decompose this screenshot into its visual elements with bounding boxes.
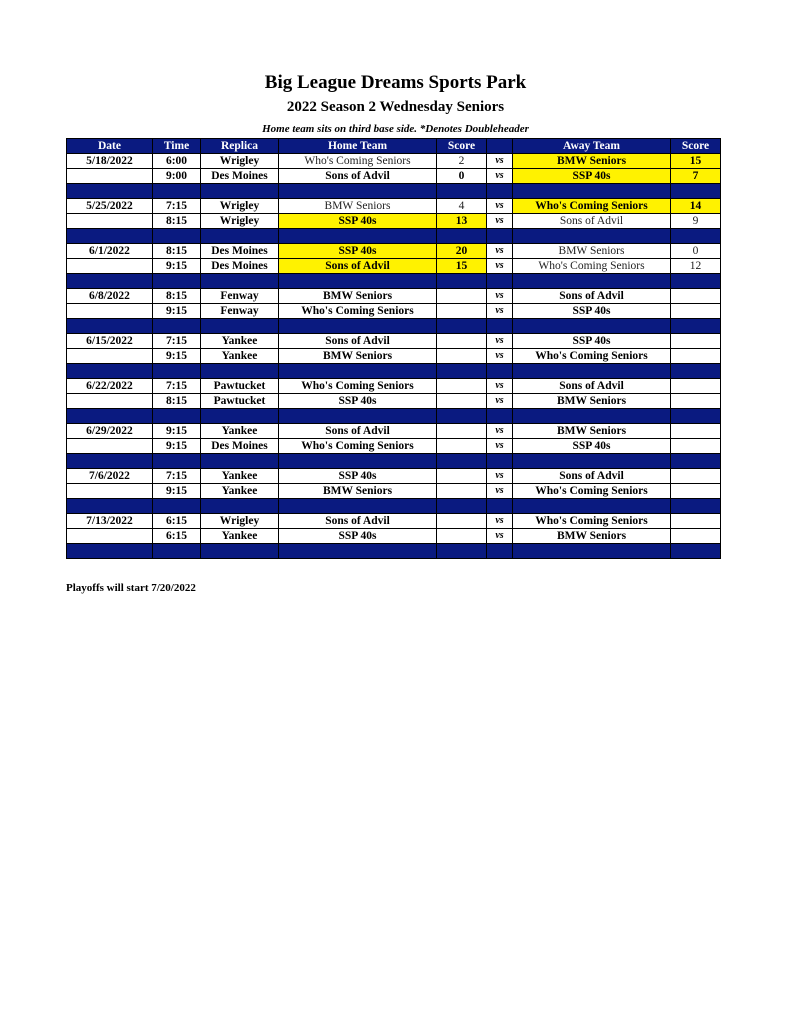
game-time: 7:15 <box>153 469 201 484</box>
home-team: Who's Coming Seniors <box>279 154 437 169</box>
separator-cell <box>279 454 437 469</box>
separator-cell <box>279 319 437 334</box>
away-score <box>671 334 721 349</box>
away-score <box>671 349 721 364</box>
separator-cell <box>153 544 201 559</box>
separator-cell <box>513 184 671 199</box>
home-score <box>437 439 487 454</box>
separator-cell <box>201 544 279 559</box>
separator-cell <box>201 499 279 514</box>
home-team: SSP 40s <box>279 469 437 484</box>
separator-cell <box>201 409 279 424</box>
game-time: 7:15 <box>153 379 201 394</box>
separator-cell <box>513 274 671 289</box>
home-team: SSP 40s <box>279 529 437 544</box>
away-team: Who's Coming Seniors <box>513 484 671 499</box>
separator-cell <box>201 184 279 199</box>
game-row <box>67 529 721 544</box>
page-title: Big League Dreams Sports Park <box>264 72 527 93</box>
vs-label: vs <box>487 259 513 274</box>
separator-cell <box>279 544 437 559</box>
week-separator-row <box>67 274 721 289</box>
home-score <box>437 304 487 319</box>
game-row <box>67 394 721 409</box>
separator-cell <box>487 274 513 289</box>
vs-label: vs <box>487 394 513 409</box>
separator-cell <box>153 409 201 424</box>
col-header-replica: Replica <box>201 139 279 154</box>
game-time: 7:15 <box>153 199 201 214</box>
game-time: 9:15 <box>153 484 201 499</box>
home-score <box>437 289 487 304</box>
separator-cell <box>513 544 671 559</box>
separator-cell <box>67 184 153 199</box>
game-row <box>67 199 721 214</box>
separator-cell <box>437 184 487 199</box>
home-team: Sons of Advil <box>279 514 437 529</box>
separator-cell <box>671 364 721 379</box>
game-replica: Fenway <box>201 289 279 304</box>
week-separator-row <box>67 499 721 514</box>
week-separator-row <box>67 184 721 199</box>
separator-cell <box>437 454 487 469</box>
away-team: BMW Seniors <box>513 244 671 259</box>
game-row <box>67 424 721 439</box>
game-time: 6:15 <box>153 514 201 529</box>
separator-cell <box>671 319 721 334</box>
game-replica: Yankee <box>201 349 279 364</box>
away-score <box>671 379 721 394</box>
vs-label: vs <box>487 379 513 394</box>
separator-cell <box>201 274 279 289</box>
separator-cell <box>279 409 437 424</box>
game-replica: Des Moines <box>201 169 279 184</box>
separator-cell <box>513 319 671 334</box>
home-score: 4 <box>437 199 487 214</box>
separator-cell <box>279 229 437 244</box>
home-score: 2 <box>437 154 487 169</box>
game-row <box>67 304 721 319</box>
separator-cell <box>487 409 513 424</box>
away-score <box>671 529 721 544</box>
col-header-time: Time <box>153 139 201 154</box>
game-replica: Pawtucket <box>201 379 279 394</box>
separator-cell <box>487 364 513 379</box>
week-separator-row <box>67 319 721 334</box>
separator-cell <box>671 229 721 244</box>
game-time: 7:15 <box>153 334 201 349</box>
away-team: Sons of Advil <box>513 289 671 304</box>
home-team: BMW Seniors <box>279 289 437 304</box>
separator-cell <box>671 184 721 199</box>
home-team: BMW Seniors <box>279 349 437 364</box>
game-replica: Wrigley <box>201 514 279 529</box>
separator-cell <box>201 364 279 379</box>
game-replica: Pawtucket <box>201 394 279 409</box>
game-row <box>67 214 721 229</box>
home-team: BMW Seniors <box>279 484 437 499</box>
vs-label: vs <box>487 199 513 214</box>
away-score <box>671 514 721 529</box>
separator-cell <box>153 499 201 514</box>
vs-label: vs <box>487 349 513 364</box>
game-replica: Wrigley <box>201 199 279 214</box>
game-time: 9:15 <box>153 304 201 319</box>
home-team: SSP 40s <box>279 394 437 409</box>
game-replica: Des Moines <box>201 244 279 259</box>
away-team: Who's Coming Seniors <box>513 199 671 214</box>
away-team: BMW Seniors <box>513 529 671 544</box>
home-team: SSP 40s <box>279 244 437 259</box>
away-score <box>671 424 721 439</box>
separator-cell <box>67 274 153 289</box>
col-header-home-score: Score <box>437 139 487 154</box>
vs-label: vs <box>487 529 513 544</box>
home-score <box>437 424 487 439</box>
game-row <box>67 379 721 394</box>
game-date: 6/29/2022 <box>67 424 153 439</box>
game-time: 6:00 <box>153 154 201 169</box>
away-team: BMW Seniors <box>513 154 671 169</box>
separator-cell <box>437 544 487 559</box>
game-replica: Yankee <box>201 484 279 499</box>
vs-label: vs <box>487 289 513 304</box>
game-time: 8:15 <box>153 214 201 229</box>
game-date: 5/18/2022 <box>67 154 153 169</box>
game-replica: Yankee <box>201 334 279 349</box>
separator-cell <box>153 184 201 199</box>
separator-cell <box>671 454 721 469</box>
away-score <box>671 439 721 454</box>
game-date: 6/15/2022 <box>67 334 153 349</box>
game-time: 6:15 <box>153 529 201 544</box>
game-row <box>67 469 721 484</box>
col-header-home-team: Home Team <box>279 139 437 154</box>
home-team: Sons of Advil <box>279 169 437 184</box>
home-score <box>437 379 487 394</box>
game-time: 9:15 <box>153 349 201 364</box>
separator-cell <box>513 499 671 514</box>
game-replica: Yankee <box>201 424 279 439</box>
separator-cell <box>67 409 153 424</box>
vs-label: vs <box>487 244 513 259</box>
game-row <box>67 349 721 364</box>
home-team: BMW Seniors <box>279 199 437 214</box>
away-team: Who's Coming Seniors <box>513 514 671 529</box>
week-separator-row <box>67 544 721 559</box>
away-score: 12 <box>671 259 721 274</box>
game-replica: Wrigley <box>201 214 279 229</box>
vs-label: vs <box>487 154 513 169</box>
game-time: 8:15 <box>153 244 201 259</box>
game-date <box>67 169 153 184</box>
game-row <box>67 289 721 304</box>
col-header-date: Date <box>67 139 153 154</box>
away-team: SSP 40s <box>513 439 671 454</box>
game-replica: Des Moines <box>201 259 279 274</box>
away-score <box>671 469 721 484</box>
home-score <box>437 394 487 409</box>
separator-cell <box>279 499 437 514</box>
vs-label: vs <box>487 304 513 319</box>
separator-cell <box>153 364 201 379</box>
separator-cell <box>201 319 279 334</box>
home-team: Sons of Advil <box>279 424 437 439</box>
home-score <box>437 514 487 529</box>
separator-cell <box>513 229 671 244</box>
home-score: 0 <box>437 169 487 184</box>
separator-cell <box>153 274 201 289</box>
game-date <box>67 349 153 364</box>
separator-cell <box>487 184 513 199</box>
home-team: Who's Coming Seniors <box>279 379 437 394</box>
season-subtitle: 2022 Season 2 Wednesday Seniors <box>286 99 505 115</box>
separator-cell <box>487 229 513 244</box>
separator-cell <box>513 454 671 469</box>
col-header-vs <box>487 139 513 154</box>
game-row <box>67 514 721 529</box>
vs-label: vs <box>487 439 513 454</box>
game-replica: Yankee <box>201 469 279 484</box>
separator-cell <box>671 274 721 289</box>
game-date: 7/13/2022 <box>67 514 153 529</box>
separator-cell <box>487 454 513 469</box>
away-team: Sons of Advil <box>513 379 671 394</box>
separator-cell <box>279 274 437 289</box>
separator-cell <box>513 364 671 379</box>
col-header-away-team: Away Team <box>513 139 671 154</box>
game-row <box>67 439 721 454</box>
separator-cell <box>437 409 487 424</box>
week-separator-row <box>67 364 721 379</box>
separator-cell <box>279 184 437 199</box>
separator-cell <box>437 499 487 514</box>
separator-cell <box>67 544 153 559</box>
home-score: 13 <box>437 214 487 229</box>
home-team-note: Home team sits on third base side. *Denotes Doubleheader <box>262 123 529 135</box>
home-score <box>437 529 487 544</box>
vs-label: vs <box>487 424 513 439</box>
home-score: 15 <box>437 259 487 274</box>
game-date: 5/25/2022 <box>67 199 153 214</box>
separator-cell <box>671 499 721 514</box>
schedule-table <box>66 138 721 559</box>
game-date <box>67 394 153 409</box>
separator-cell <box>67 364 153 379</box>
separator-cell <box>437 364 487 379</box>
game-row <box>67 484 721 499</box>
vs-label: vs <box>487 484 513 499</box>
away-team: BMW Seniors <box>513 394 671 409</box>
home-team: Sons of Advil <box>279 334 437 349</box>
game-time: 9:15 <box>153 439 201 454</box>
col-header-away-score: Score <box>671 139 721 154</box>
away-score <box>671 304 721 319</box>
game-date: 7/6/2022 <box>67 469 153 484</box>
separator-cell <box>437 319 487 334</box>
away-team: Sons of Advil <box>513 214 671 229</box>
away-team: SSP 40s <box>513 304 671 319</box>
header-row <box>67 139 721 154</box>
home-score: 20 <box>437 244 487 259</box>
schedule-body <box>67 154 721 559</box>
away-team: SSP 40s <box>513 169 671 184</box>
game-time: 9:15 <box>153 259 201 274</box>
game-replica: Yankee <box>201 529 279 544</box>
separator-cell <box>153 319 201 334</box>
separator-cell <box>279 364 437 379</box>
game-row <box>67 169 721 184</box>
separator-cell <box>487 319 513 334</box>
game-row <box>67 154 721 169</box>
game-replica: Wrigley <box>201 154 279 169</box>
vs-label: vs <box>487 514 513 529</box>
game-date: 6/22/2022 <box>67 379 153 394</box>
away-score <box>671 484 721 499</box>
separator-cell <box>671 544 721 559</box>
game-time: 8:15 <box>153 289 201 304</box>
game-replica: Des Moines <box>201 439 279 454</box>
away-score <box>671 289 721 304</box>
game-replica: Fenway <box>201 304 279 319</box>
playoffs-note: Playoffs will start 7/20/2022 <box>66 582 196 594</box>
separator-cell <box>67 319 153 334</box>
vs-label: vs <box>487 169 513 184</box>
away-score: 14 <box>671 199 721 214</box>
week-separator-row <box>67 409 721 424</box>
home-team: Sons of Advil <box>279 259 437 274</box>
game-row <box>67 259 721 274</box>
game-date <box>67 304 153 319</box>
away-team: Who's Coming Seniors <box>513 259 671 274</box>
game-row <box>67 244 721 259</box>
vs-label: vs <box>487 214 513 229</box>
separator-cell <box>487 544 513 559</box>
separator-cell <box>153 454 201 469</box>
game-time: 8:15 <box>153 394 201 409</box>
separator-cell <box>671 409 721 424</box>
separator-cell <box>153 229 201 244</box>
away-team: SSP 40s <box>513 334 671 349</box>
home-score <box>437 469 487 484</box>
game-time: 9:15 <box>153 424 201 439</box>
separator-cell <box>67 229 153 244</box>
separator-cell <box>513 409 671 424</box>
game-date <box>67 439 153 454</box>
separator-cell <box>201 454 279 469</box>
away-score: 7 <box>671 169 721 184</box>
separator-cell <box>487 499 513 514</box>
game-row <box>67 334 721 349</box>
game-date <box>67 484 153 499</box>
away-team: Who's Coming Seniors <box>513 349 671 364</box>
separator-cell <box>67 499 153 514</box>
away-score: 9 <box>671 214 721 229</box>
separator-cell <box>437 274 487 289</box>
away-score: 0 <box>671 244 721 259</box>
home-team: Who's Coming Seniors <box>279 439 437 454</box>
game-date <box>67 259 153 274</box>
home-score <box>437 349 487 364</box>
week-separator-row <box>67 454 721 469</box>
home-score <box>437 334 487 349</box>
game-time: 9:00 <box>153 169 201 184</box>
home-team: SSP 40s <box>279 214 437 229</box>
separator-cell <box>437 229 487 244</box>
vs-label: vs <box>487 334 513 349</box>
week-separator-row <box>67 229 721 244</box>
away-score: 15 <box>671 154 721 169</box>
away-team: Sons of Advil <box>513 469 671 484</box>
separator-cell <box>67 454 153 469</box>
away-team: BMW Seniors <box>513 424 671 439</box>
separator-cell <box>201 229 279 244</box>
game-date: 6/8/2022 <box>67 289 153 304</box>
vs-label: vs <box>487 469 513 484</box>
game-date: 6/1/2022 <box>67 244 153 259</box>
away-score <box>671 394 721 409</box>
home-score <box>437 484 487 499</box>
home-team: Who's Coming Seniors <box>279 304 437 319</box>
game-date <box>67 529 153 544</box>
game-date <box>67 214 153 229</box>
